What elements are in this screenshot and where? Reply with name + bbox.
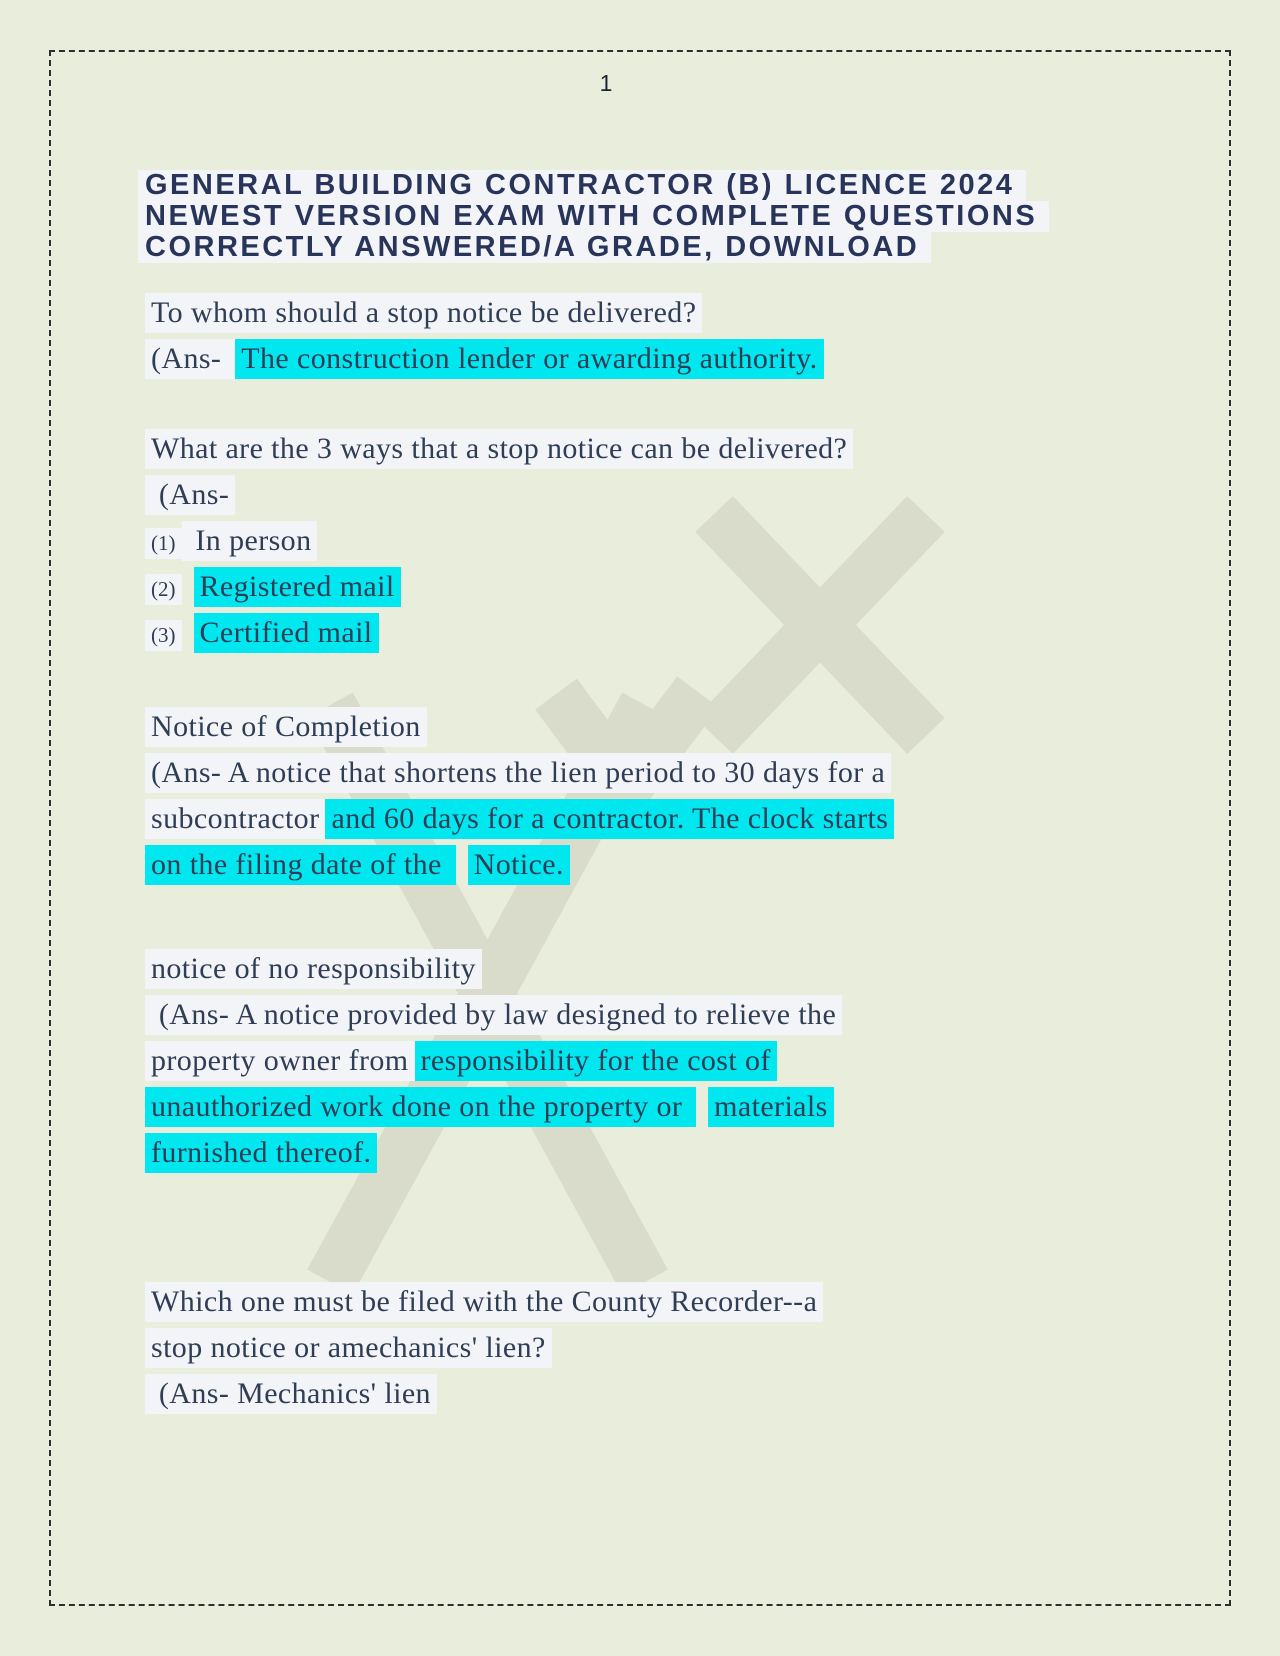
- qa-block: [145, 426, 1155, 656]
- text-line: [145, 1279, 1155, 1325]
- text-segment: stop notice or amechanics' lien?: [145, 1328, 552, 1368]
- qa-block: [145, 290, 1155, 382]
- text-segment: What are the 3 ways that a stop notice can be delivered?: [145, 429, 853, 469]
- title-line: CORRECTLY ANSWERED/A GRADE, DOWNLOAD: [145, 232, 1145, 263]
- text-segment: Certified mail: [194, 613, 379, 653]
- block-spacer: [145, 1176, 1155, 1279]
- text-line: [145, 290, 1155, 336]
- text-segment: notice of no responsibility: [145, 949, 482, 989]
- text-line: [145, 472, 1155, 518]
- text-segment: (Ans- A notice that shortens the lien period to 30 days for a: [145, 753, 891, 793]
- text-segment: In person: [182, 521, 318, 561]
- text-line: [145, 518, 1155, 564]
- text-segment: The construction lender or awarding authority.: [235, 339, 823, 379]
- document-title: [145, 170, 1145, 263]
- qa-block: [145, 704, 1155, 888]
- text-segment: (Ans-: [145, 475, 235, 515]
- text-segment: property owner from: [145, 1041, 415, 1081]
- text-segment: unauthorized work done on the property or: [145, 1087, 696, 1127]
- text-line: [145, 1325, 1155, 1371]
- text-line: [145, 426, 1155, 472]
- text-line: [145, 796, 1155, 842]
- text-segment: furnished thereof.: [145, 1133, 377, 1173]
- title-line: NEWEST VERSION EXAM WITH COMPLETE QUESTIONS: [145, 201, 1145, 232]
- block-spacer: [145, 382, 1155, 426]
- text-segment: (2): [145, 574, 182, 605]
- block-spacer: [145, 888, 1155, 946]
- text-segment: Notice of Completion: [145, 707, 427, 747]
- text-line: [145, 992, 1155, 1038]
- text-segment: (3): [145, 620, 182, 651]
- text-segment: materials: [708, 1087, 834, 1127]
- text-segment: on the filing date of the: [145, 845, 456, 885]
- title-line: GENERAL BUILDING CONTRACTOR (B) LICENCE 2024: [145, 170, 1145, 201]
- text-segment: Registered mail: [194, 567, 401, 607]
- text-line: [145, 750, 1155, 796]
- page-number: 1: [599, 70, 613, 96]
- text-line: [145, 336, 1155, 382]
- text-segment: (1): [145, 528, 182, 559]
- text-line: [145, 1038, 1155, 1084]
- document-body: [145, 290, 1155, 1417]
- text-line: [145, 564, 1155, 610]
- text-line: [145, 946, 1155, 992]
- text-segment: responsibility for the cost of: [415, 1041, 777, 1081]
- text-line: [145, 1130, 1155, 1176]
- text-segment: (Ans- Mechanics' lien: [145, 1374, 437, 1414]
- qa-block: [145, 946, 1155, 1176]
- text-line: [145, 842, 1155, 888]
- text-segment: (Ans-: [145, 339, 235, 379]
- qa-block: [145, 1279, 1155, 1417]
- text-line: [145, 1084, 1155, 1130]
- text-segment: (Ans- A notice provided by law designed to relieve the: [145, 995, 842, 1035]
- text-segment: and 60 days for a contractor. The clock starts: [325, 799, 894, 839]
- text-segment: subcontractor: [145, 799, 325, 839]
- text-line: [145, 1371, 1155, 1417]
- text-line: [145, 704, 1155, 750]
- text-line: [145, 610, 1155, 656]
- text-segment: To whom should a stop notice be delivered?: [145, 293, 702, 333]
- block-spacer: [145, 656, 1155, 704]
- text-segment: Which one must be filed with the County Recorder--a: [145, 1282, 823, 1322]
- text-segment: Notice.: [468, 845, 570, 885]
